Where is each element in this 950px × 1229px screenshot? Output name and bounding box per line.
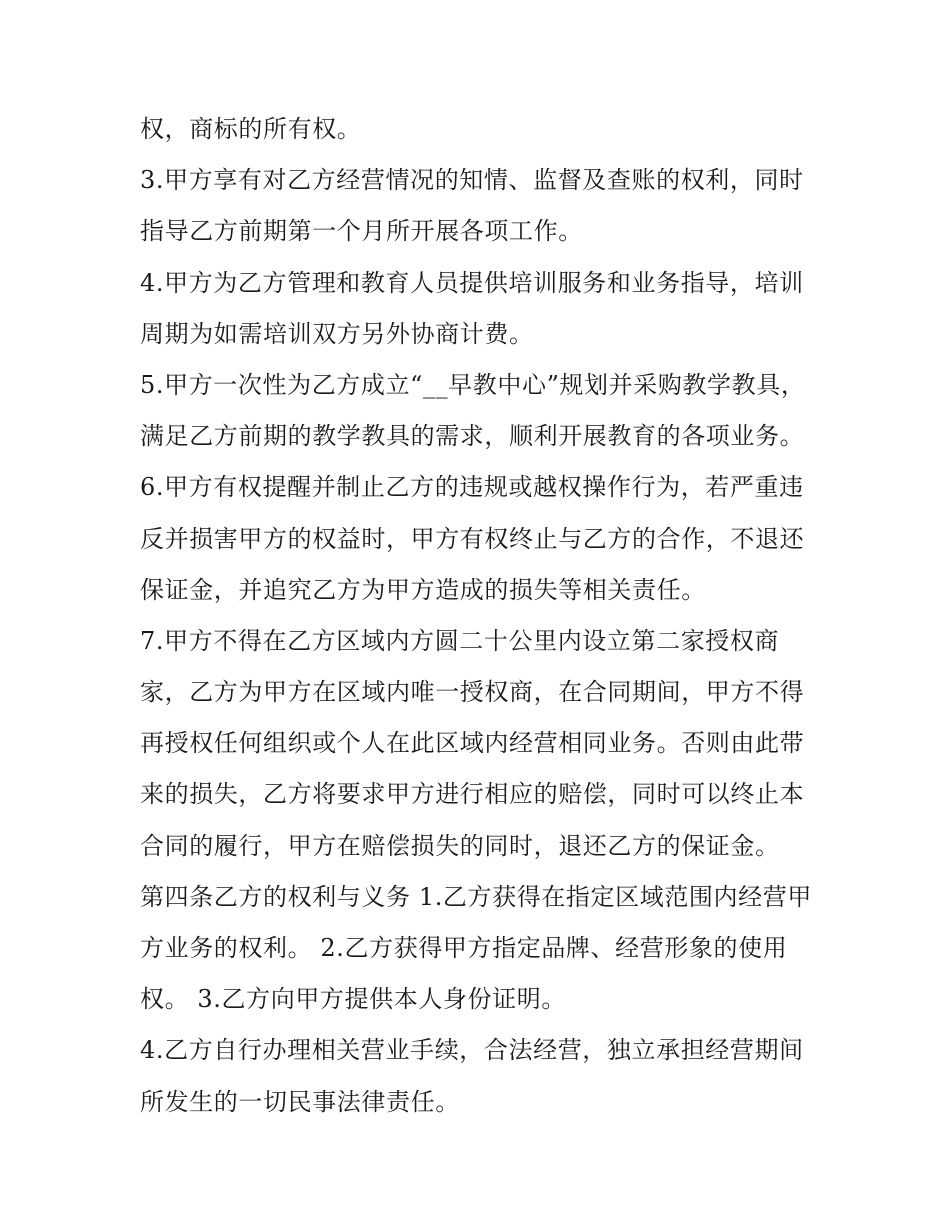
- text-line: 满足乙方前期的教学教具的需求，顺利开展教育的各项业务。: [140, 422, 805, 451]
- text-line: 4.甲方为乙方管理和教育人员提供培训服务和业务指导，培训: [140, 268, 804, 297]
- text-line: 家，乙方为甲方在区域内唯一授权商，在合同期间，甲方不得: [140, 678, 805, 707]
- text-line: 5.甲方一次性为乙方成立“__早教中心”规划并采购教学教具，: [140, 370, 806, 399]
- document-body: [140, 104, 820, 1128]
- text-line: 反并损害甲方的权益时，甲方有权终止与乙方的合作，不退还: [140, 524, 805, 553]
- text-line: 再授权任何组织或个人在此区域内经营相同业务。否则由此带: [140, 729, 805, 758]
- text-line: 4.乙方自行办理相关营业手续，合法经营，独立承担经营期间: [140, 1036, 804, 1065]
- text-line: 7.甲方不得在乙方区域内方圆二十公里内设立第二家授权商: [140, 626, 780, 655]
- text-line: 3.甲方享有对乙方经营情况的知情、监督及查账的权利，同时: [140, 166, 804, 195]
- text-line: 权，商标的所有权。: [140, 115, 362, 143]
- text-line: 第四条乙方的权利与义务 1.乙方获得在指定区域范围内经营甲: [140, 882, 812, 911]
- text-line: 合同的履行，甲方在赔偿损失的同时，退还乙方的保证金。: [140, 831, 780, 860]
- text-line: 来的损失，乙方将要求甲方进行相应的赔偿，同时可以终止本: [140, 780, 805, 809]
- text-line: 方业务的权利。 2.乙方获得甲方指定品牌、经营形象的使用: [140, 934, 788, 962]
- text-line: 周期为如需培训双方另外协商计费。: [140, 319, 534, 348]
- text-line: 指导乙方前期第一个月所开展各项工作。: [140, 217, 583, 246]
- text-line: 所发生的一切民事法律责任。: [140, 1087, 460, 1116]
- text-line: 保证金，并追究乙方为甲方造成的损失等相关责任。: [140, 575, 706, 604]
- text-line: 6.甲方有权提醒并制止乙方的违规或越权操作行为，若严重违: [140, 473, 804, 502]
- text-line: 权。 3.乙方向甲方提供本人身份证明。: [140, 985, 566, 1014]
